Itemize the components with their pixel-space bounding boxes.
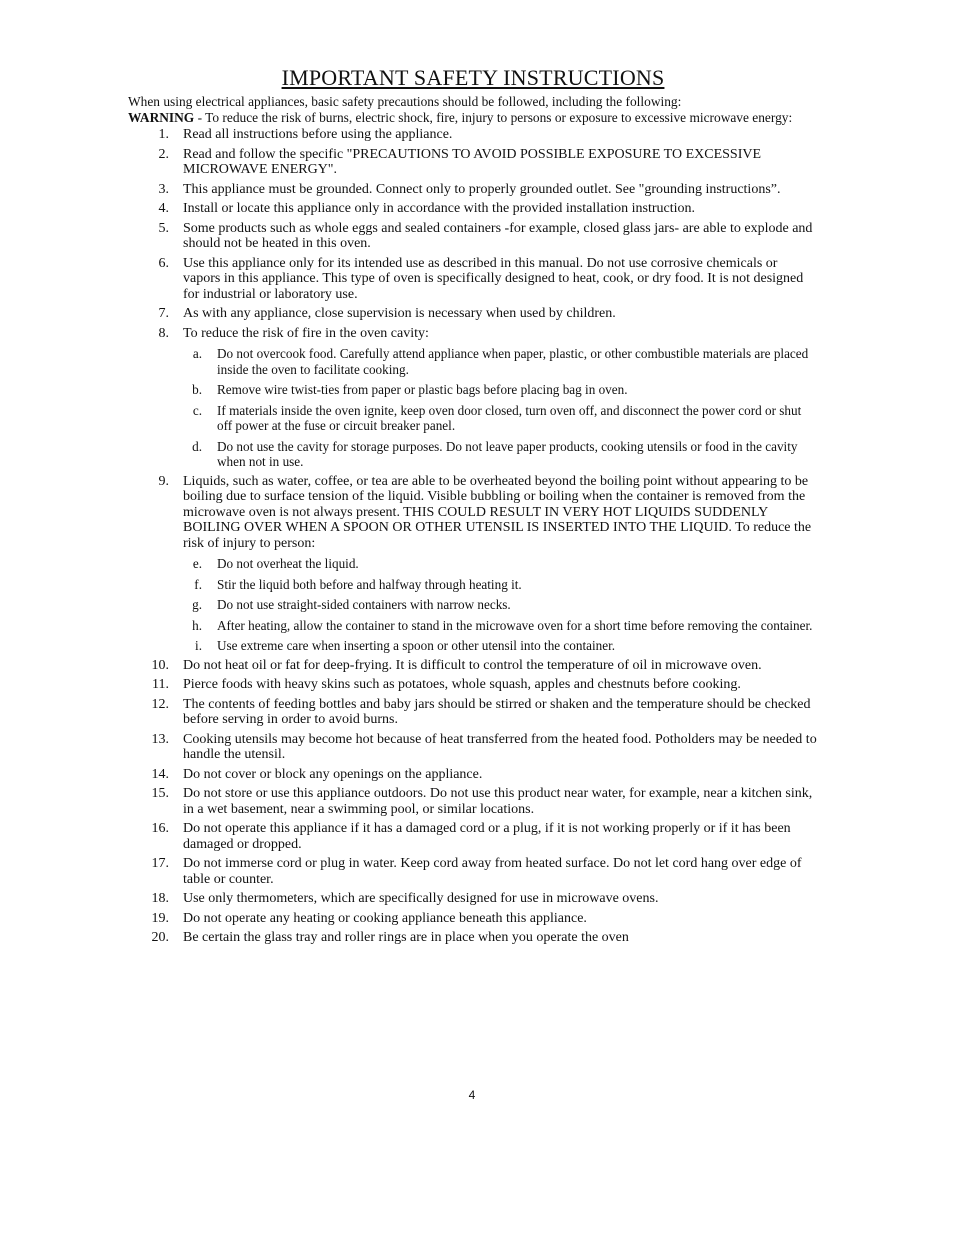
instruction-item [128,326,818,470]
item-number: 17. [151,856,169,871]
item-text: Do not operate this appliance if it has a damaged cord or a plug, if it is not working properly or if it has been damaged or dropped. [183,821,791,852]
item-number: 15. [151,786,169,801]
item-number: 1. [158,127,169,142]
instruction-item [128,474,818,654]
sub-item [182,403,818,434]
instructions-list [128,127,818,946]
item-text: The contents of feeding bottles and baby jars should be stirred or shaken and the temperature should be checked before serving in order to avoid burns. [183,696,811,727]
instruction-item [128,911,818,927]
item-number: 5. [158,220,169,236]
item-number: 13. [151,731,169,747]
item-text: Do not immerse cord or plug in water. Keep cord away from heated surface. Do not let cord hang over edge of table or counter. [183,856,802,887]
item-number: 2. [158,146,169,162]
item-text: Pierce foods with heavy skins such as potatoes, whole squash, apples and chestnuts before cooking. [183,677,741,692]
instruction-item [128,891,818,907]
item-text: Some products such as whole eggs and sealed containers -for example, closed glass jars- are able to explode and should not be heated in this oven. [183,220,813,251]
warning-text: - To reduce the risk of burns, electric shock, fire, injury to persons or exposure to excessive microwave energy: [194,110,793,125]
instruction-item [128,201,818,217]
item-number: 7. [158,306,169,321]
instruction-item [128,767,818,783]
sub-item [182,597,818,613]
instruction-item [128,856,818,887]
item-text: Liquids, such as water, coffee, or tea are able to be overheated beyond the boiling point without appearing to be boiling due to surface tension of the liquid. Visible bubbling or boiling when the container is removed from the microwave oven is not always present. THIS COULD RESULT IN VERY HOT LIQUIDS SUDDENLY BOILING OVER WHEN A SPOON OR OTHER UTENSIL IS INSERTED INTO THE LIQUID. To reduce the risk of injury to person: [183,473,812,551]
sub-item-letter: e. [192,556,202,571]
instruction-item [128,221,818,252]
item-text: Cooking utensils may become hot because of heat transferred from the heated food. Potholders may be needed to handle the utensil. [183,731,817,762]
sub-item [182,382,818,398]
item-text: Do not heat oil or fat for deep-frying. It is difficult to control the temperature of oil in microwave oven. [183,657,762,673]
sub-item [182,618,818,634]
item-text: Use only thermometers, which are specifically designed for use in microwave ovens. [183,891,659,906]
item-text: Do not store or use this appliance outdoors. Do not use this product near water, for example, near a kitchen sink, in a wet basement, near a swimming pool, or similar locations. [183,786,813,817]
item-text: Do not operate any heating or cooking appliance beneath this appliance. [183,910,587,926]
instruction-item [128,821,818,852]
sub-item [182,638,818,654]
item-text: This appliance must be grounded. Connect only to properly grounded outlet. See "grounding instructions”. [183,181,781,197]
sub-item-text: If materials inside the oven ignite, keep oven door closed, turn oven off, and disconnect the power cord or shut off power at the fuse or circuit breaker panel. [217,402,802,433]
instruction-item [128,182,818,198]
sub-item-text: Do not use the cavity for storage purposes. Do not leave paper products, cooking utensils or food in the cavity when not in use. [217,438,798,469]
sub-item [182,346,818,377]
sub-item-letter: c. [192,402,202,418]
instruction-item [128,677,818,693]
sub-list [183,346,818,470]
page-number: 4 [468,1088,476,1102]
item-text: Be certain the glass tray and roller rings are in place when you operate the oven [183,930,629,945]
intro-text: When using electrical appliances, basic safety precautions should be followed, including the following: [128,94,682,109]
item-text: Read all instructions before using the appliance. [183,127,453,142]
page-title: IMPORTANT SAFETY INSTRUCTIONS [281,65,665,90]
instruction-item [128,658,818,674]
instruction-item [128,697,818,728]
item-text: Use this appliance only for its intended use as described in this manual. Do not use corrosive chemicals or vapors in this appliance. This type of oven is specifically designed to heat, cook, or dry food. It is not designed for industrial or laboratory use. [183,255,804,302]
warning-label: WARNING [128,110,195,125]
item-text: Read and follow the specific "PRECAUTIONS TO AVOID POSSIBLE EXPOSURE TO EXCESSIVE MICROWAVE ENERGY". [183,146,762,177]
item-text: Install or locate this appliance only in accordance with the provided installation instruction. [183,201,696,216]
instruction-item [128,930,818,946]
item-number: 6. [158,255,169,271]
sub-item-letter: d. [192,438,202,454]
sub-item-text: After heating, allow the container to stand in the microwave oven for a short time before removing the container. [217,617,813,633]
item-text: As with any appliance, close supervision is necessary when used by children. [183,306,616,321]
item-number: 16. [151,821,169,836]
sub-item-text: Do not overheat the liquid. [217,556,359,571]
instruction-item [128,732,818,763]
instruction-item [128,127,818,143]
instruction-item [128,256,818,303]
document-page [128,64,818,946]
sub-item-letter: a. [192,346,202,361]
instruction-item [128,786,818,817]
item-number: 3. [158,181,169,197]
item-number: 12. [151,696,169,712]
sub-item-text: Do not use straight-sided containers with narrow necks. [217,597,511,612]
sub-item-text: Do not overcook food. Carefully attend appliance when paper, plastic, or other combustible materials are placed inside the oven to facilitate cooking. [217,346,809,377]
item-number: 19. [151,910,169,926]
sub-item-text: Remove wire twist-ties from paper or plastic bags before placing bag in oven. [217,382,628,397]
item-text: Do not cover or block any openings on the appliance. [183,766,483,782]
item-number: 18. [151,891,169,906]
item-number: 14. [151,766,169,782]
sub-item [182,439,818,470]
item-text: To reduce the risk of fire in the oven cavity: [183,325,429,341]
instruction-item [128,306,818,322]
item-number: 8. [158,325,169,341]
item-number: 9. [158,473,169,489]
item-number: 20. [151,930,169,945]
warning-paragraph [128,110,818,126]
item-number: 4. [158,201,169,216]
sub-item-letter: g. [192,597,202,612]
sub-item-letter: b. [192,382,202,397]
instruction-item [128,147,818,178]
sub-item-letter: i. [195,638,202,653]
sub-item [182,556,818,572]
item-number: 11. [152,677,169,692]
sub-item [182,577,818,593]
item-number: 10. [151,657,169,673]
sub-item-text: Use extreme care when inserting a spoon or other utensil into the container. [217,638,616,653]
sub-item-letter: h. [192,617,202,633]
sub-list [183,556,818,654]
sub-item-text: Stir the liquid both before and halfway through heating it. [217,576,522,592]
sub-item-letter: f. [194,576,202,592]
